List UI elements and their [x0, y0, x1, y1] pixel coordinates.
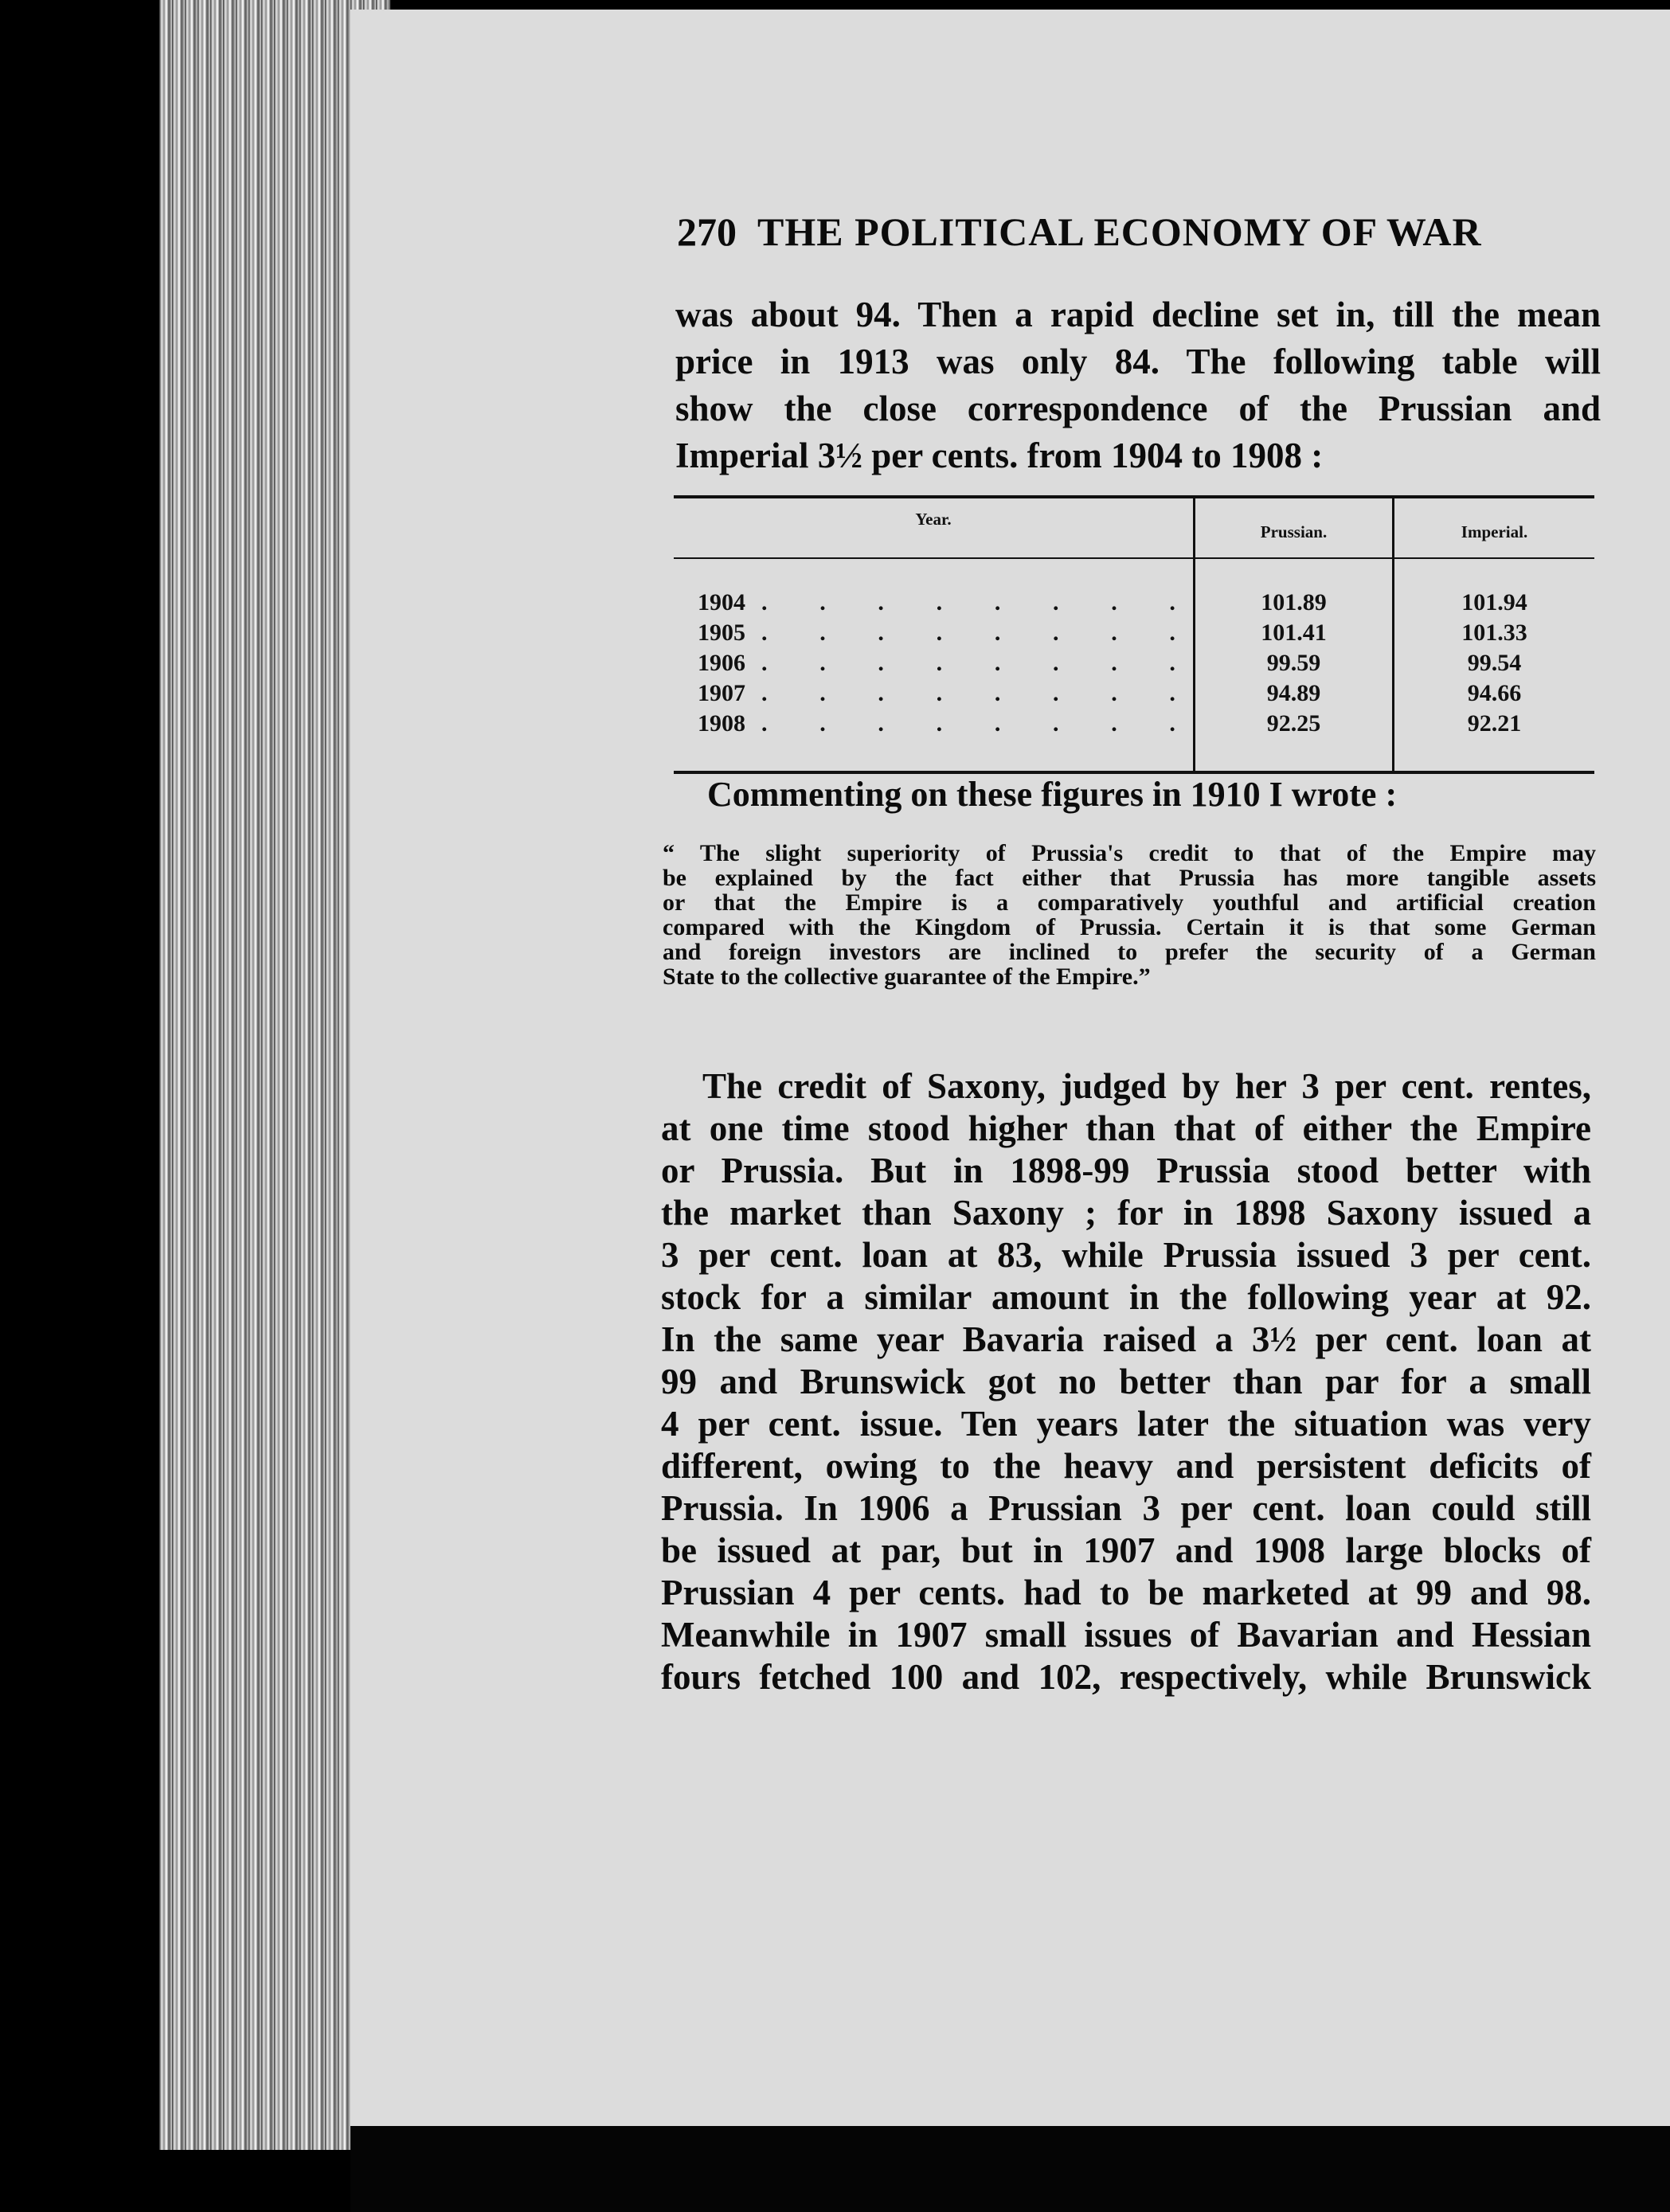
quote-line: “ The slight superiority of Prussia's credit to that of the Empire may: [663, 840, 1596, 866]
cell-prussian: 92.25: [1266, 710, 1321, 737]
leader-dot: .: [819, 710, 826, 737]
leader-dot: .: [761, 710, 768, 737]
leader-dot: .: [878, 680, 884, 706]
table-top-rule: [674, 495, 1594, 498]
cell-imperial: 92.21: [1467, 710, 1522, 737]
leader-dot: .: [1169, 589, 1175, 616]
table-row: [674, 591, 1594, 615]
leader-dot: .: [1169, 650, 1175, 676]
text-line: Prussia. In 1906 a Prussian 3 per cent. loan could still: [661, 1488, 1591, 1528]
leader-dot: .: [878, 589, 884, 616]
quote-line: State to the collective guarantee of the Empire.”: [663, 963, 1151, 990]
text-line: 4 per cent. issue. Ten years later the situation was very: [661, 1404, 1591, 1444]
leader-dot: .: [936, 650, 943, 676]
leader-dot: .: [761, 680, 768, 706]
text-line: Imperial 3½ per cents. from 1904 to 1908 :: [675, 436, 1324, 475]
table-row: [674, 621, 1594, 645]
text-line: or Prussia. But in 1898-99 Prussia stood better with: [661, 1151, 1591, 1190]
text-line: show the close correspondence of the Prussian and: [675, 389, 1601, 428]
cell-year: 1905: [698, 619, 745, 646]
text-line: In the same year Bavaria raised a 3½ per cent. loan at: [661, 1319, 1591, 1359]
leader-dot: .: [878, 619, 884, 646]
text-line: 3 per cent. loan at 83, while Prussia issued 3 per cent.: [661, 1235, 1591, 1275]
leader-dot: .: [761, 589, 768, 616]
cell-prussian: 101.41: [1261, 619, 1327, 646]
commenting-heading: Commenting on these figures in 1910 I wrote :: [707, 775, 1398, 814]
leader-dot: .: [994, 680, 1001, 706]
cell-prussian: 99.59: [1266, 650, 1321, 676]
text-line: Meanwhile in 1907 small issues of Bavarian and Hessian: [661, 1615, 1591, 1655]
cell-year: 1907: [698, 680, 745, 706]
leader-dots: [761, 712, 1175, 736]
text-line: stock for a similar amount in the following year at 92.: [661, 1277, 1591, 1317]
text-line: Prussian 4 per cents. had to be marketed at 99 and 98.: [661, 1573, 1591, 1612]
leader-dot: .: [1111, 650, 1117, 676]
leader-dot: .: [1053, 710, 1059, 737]
leader-dot: .: [1169, 619, 1175, 646]
text-line: The credit of Saxony, judged by her 3 per cent. rentes,: [702, 1066, 1591, 1106]
leader-dot: .: [994, 710, 1001, 737]
text-line: 99 and Brunswick got no better than par for a small: [661, 1362, 1591, 1401]
leader-dot: .: [819, 680, 826, 706]
leader-dot: .: [936, 710, 943, 737]
column-header-imperial: Imperial.: [1461, 522, 1528, 541]
quote-block: [663, 841, 1596, 989]
table-header-rule: [674, 557, 1594, 559]
leader-dots: [761, 682, 1175, 705]
leader-dot: .: [936, 619, 943, 646]
leader-dot: .: [936, 589, 943, 616]
leader-dot: .: [1169, 680, 1175, 706]
intro-paragraph: [675, 291, 1601, 479]
leader-dot: .: [1111, 680, 1117, 706]
table-row: [674, 651, 1594, 675]
text-line: at one time stood higher than that of either the Empire: [661, 1108, 1591, 1148]
cell-year: 1906: [698, 650, 745, 676]
cell-year: 1908: [698, 710, 745, 737]
leader-dots: [761, 651, 1175, 675]
leader-dot: .: [1053, 619, 1059, 646]
leader-dot: .: [819, 589, 826, 616]
leader-dot: .: [878, 710, 884, 737]
cell-prussian: 94.89: [1266, 680, 1321, 706]
column-header-year: Year.: [915, 510, 952, 529]
leader-dots: [761, 591, 1175, 615]
leader-dot: .: [761, 650, 768, 676]
leader-dot: .: [1053, 650, 1059, 676]
leader-dot: .: [1111, 589, 1117, 616]
cell-year: 1904: [698, 589, 745, 616]
cell-prussian: 101.89: [1261, 589, 1327, 616]
running-header: [677, 209, 1601, 255]
text-line: was about 94. Then a rapid decline set in, till the mean: [675, 295, 1601, 334]
leader-dot: .: [819, 619, 826, 646]
leader-dot: .: [936, 680, 943, 706]
cell-imperial: 101.33: [1461, 619, 1527, 646]
leader-dot: .: [994, 650, 1001, 676]
leader-dot: .: [819, 650, 826, 676]
leader-dots: [761, 621, 1175, 645]
text-line: different, owing to the heavy and persistent deficits of: [661, 1446, 1591, 1486]
leader-dot: .: [878, 650, 884, 676]
cell-imperial: 99.54: [1467, 650, 1522, 676]
book-title: THE POLITICAL ECONOMY OF WAR: [757, 209, 1482, 254]
leader-dot: .: [1111, 619, 1117, 646]
leader-dot: .: [1169, 710, 1175, 737]
text-line: price in 1913 was only 84. The following table will: [675, 342, 1601, 381]
page-number: 270: [677, 209, 737, 254]
quote-line: and foreign investors are inclined to prefer the security of a German: [663, 939, 1596, 965]
text-line: be issued at par, but in 1907 and 1908 large blocks of: [661, 1530, 1591, 1570]
text-line: the market than Saxony ; for in 1898 Saxony issued a: [661, 1193, 1591, 1233]
bond-price-table: [674, 478, 1594, 780]
page-bottom-shadow: [350, 2126, 1670, 2212]
leader-dot: .: [1053, 680, 1059, 706]
leader-dot: .: [994, 589, 1001, 616]
cell-imperial: 94.66: [1467, 680, 1522, 706]
body-paragraph: [661, 1065, 1591, 1698]
text-line: fours fetched 100 and 102, respectively, while Brunswick: [661, 1657, 1591, 1697]
quote-line: or that the Empire is a comparatively youthful and artificial creation: [663, 889, 1596, 916]
table-row: [674, 682, 1594, 705]
quote-line: be explained by the fact either that Prussia has more tangible assets: [663, 865, 1596, 891]
cell-imperial: 101.94: [1461, 589, 1527, 616]
table-row: [674, 712, 1594, 736]
leader-dot: .: [1111, 710, 1117, 737]
quote-line: compared with the Kingdom of Prussia. Certain it is that some German: [663, 914, 1596, 940]
leader-dot: .: [1053, 589, 1059, 616]
column-header-prussian: Prussian.: [1260, 522, 1328, 541]
leader-dot: .: [761, 619, 768, 646]
leader-dot: .: [994, 619, 1001, 646]
